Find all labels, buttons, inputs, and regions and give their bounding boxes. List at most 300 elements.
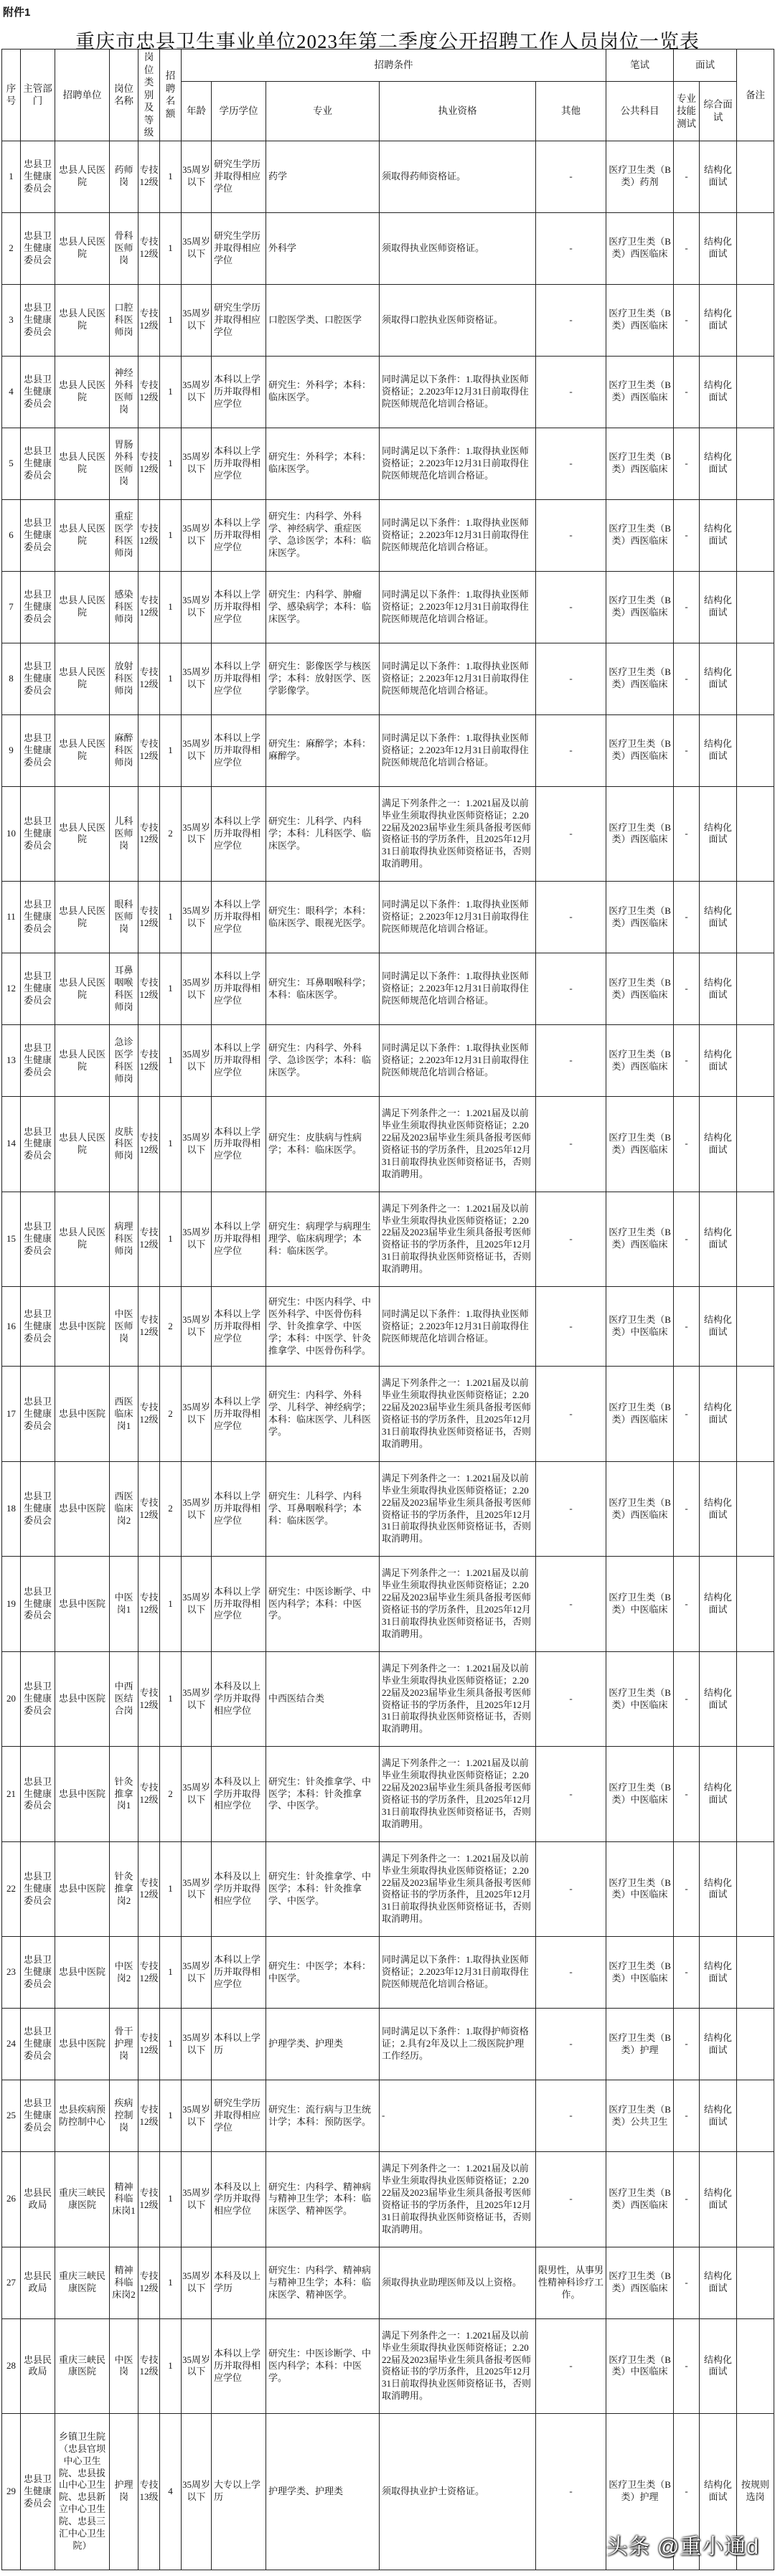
row-category: 专技12级 bbox=[138, 1367, 160, 1461]
row-qualification: 同时满足以下条件：1.取得执业医师资格证；2.2023年12月31日前取得住院医师规范化培训合格证。 bbox=[380, 499, 536, 571]
row-post: 中医岗1 bbox=[110, 1557, 138, 1651]
row-count: 1 bbox=[160, 714, 182, 786]
header-unit: 招聘单位 bbox=[55, 49, 110, 141]
row-public-subject: 医疗卫生类（B类）西医临床 bbox=[606, 714, 674, 786]
row-unit: 忠县中医院 bbox=[55, 2009, 110, 2080]
row-other: - bbox=[536, 882, 606, 953]
row-seq: 17 bbox=[2, 1367, 21, 1461]
row-count: 2 bbox=[160, 1367, 182, 1461]
row-comprehensive-interview: 结构化面试 bbox=[700, 1367, 737, 1461]
row-post: 眼科医师岗 bbox=[110, 882, 138, 953]
row-skill-test: - bbox=[674, 212, 700, 284]
row-post: 西医临床岗1 bbox=[110, 1367, 138, 1461]
row-unit: 忠县中医院 bbox=[55, 1461, 110, 1556]
row-major: 研究生：内科学、精神病与精神卫生学；本科：临床医学、精神医学。 bbox=[266, 2247, 380, 2318]
row-qualification: 满足下列条件之一：1.2021届及以前毕业生须取得执业医师资格证；2.2022届及2023届毕业生须具备报考医师资格证书的学历条件，且2025年12月31日前取得执业医师资格证书，否则取消聘用。 bbox=[380, 1747, 536, 1841]
row-remark bbox=[737, 1747, 774, 1841]
row-education: 本科以上学历并取得相应学位 bbox=[212, 1025, 266, 1097]
row-major: 研究生：皮肤病与性病学；本科：临床医学。 bbox=[266, 1097, 380, 1192]
row-skill-test: - bbox=[674, 356, 700, 428]
row-other: - bbox=[536, 2414, 606, 2570]
row-age: 35周岁以下 bbox=[182, 1367, 212, 1461]
row-major: 口腔医学类、口腔医学 bbox=[266, 284, 380, 356]
row-count: 1 bbox=[160, 1097, 182, 1192]
row-public-subject: 医疗卫生类（B类）中医临床 bbox=[606, 1747, 674, 1841]
row-public-subject: 医疗卫生类（B类）西医临床 bbox=[606, 428, 674, 499]
row-skill-test: - bbox=[674, 1461, 700, 1556]
row-seq: 2 bbox=[2, 212, 21, 284]
row-dept: 忠县民政局 bbox=[21, 2318, 55, 2413]
row-post: 骨干护理岗 bbox=[110, 2009, 138, 2080]
row-category: 专技12级 bbox=[138, 1192, 160, 1286]
row-qualification: 满足下列条件之一：1.2021届及以前毕业生须取得执业医师资格证；2.2022届及2023届毕业生须具备报考医师资格证书的学历条件，且2025年12月31日前取得执业医师资格证书，否则取消聘用。 bbox=[380, 1651, 536, 1746]
row-public-subject: 医疗卫生类（B类）西医临床 bbox=[606, 643, 674, 714]
header-public-subject: 公共科目 bbox=[606, 81, 674, 141]
row-age: 35周岁以下 bbox=[182, 714, 212, 786]
row-post: 麻醉科医师岗 bbox=[110, 714, 138, 786]
row-public-subject: 医疗卫生类（B类）西医临床 bbox=[606, 1461, 674, 1556]
row-qualification: 同时满足以下条件：1.取得执业医师资格证；2.2023年12月31日前取得住院医师规范化培训合格证。 bbox=[380, 356, 536, 428]
row-dept: 忠县卫生健康委员会 bbox=[21, 284, 55, 356]
row-remark: 按规则选岗 bbox=[737, 2414, 774, 2570]
row-count: 4 bbox=[160, 2414, 182, 2570]
row-age: 35周岁以下 bbox=[182, 2080, 212, 2152]
row-major: 研究生：内科学、外科学、神经病学、重症医学、急诊医学；本科：临床医学。 bbox=[266, 499, 380, 571]
watermark-text: 头条 @重小通d bbox=[606, 2535, 759, 2559]
row-major: 中西医结合类 bbox=[266, 1651, 380, 1746]
row-remark bbox=[737, 1097, 774, 1192]
row-dept: 忠县卫生健康委员会 bbox=[21, 1747, 55, 1841]
row-major: 研究生：针灸推拿学、中医学；本科：针灸推拿学、中医学。 bbox=[266, 1747, 380, 1841]
row-post: 护理岗 bbox=[110, 2414, 138, 2570]
row-age: 35周岁以下 bbox=[182, 356, 212, 428]
row-age: 35周岁以下 bbox=[182, 1287, 212, 1367]
row-education: 本科以上学历并取得相应学位 bbox=[212, 1937, 266, 2009]
table-row bbox=[2, 356, 774, 428]
row-seq: 15 bbox=[2, 1192, 21, 1286]
row-remark bbox=[737, 1192, 774, 1286]
row-comprehensive-interview: 结构化面试 bbox=[700, 882, 737, 953]
row-major: 研究生：耳鼻咽喉科学；本科：临床医学。 bbox=[266, 953, 380, 1025]
row-skill-test: - bbox=[674, 1287, 700, 1367]
row-post: 疾病控制岗 bbox=[110, 2080, 138, 2152]
row-skill-test: - bbox=[674, 2152, 700, 2247]
row-unit: 忠县中医院 bbox=[55, 1367, 110, 1461]
row-education: 研究生学历并取得相应学位 bbox=[212, 141, 266, 212]
header-major: 专业 bbox=[266, 81, 380, 141]
row-qualification: 须取得药师资格证。 bbox=[380, 141, 536, 212]
row-unit: 忠县人民医院 bbox=[55, 141, 110, 212]
row-dept: 忠县卫生健康委员会 bbox=[21, 1937, 55, 2009]
row-post: 感染科医师岗 bbox=[110, 571, 138, 643]
row-post: 病理科医师岗 bbox=[110, 1192, 138, 1286]
row-other: - bbox=[536, 2009, 606, 2080]
row-other: - bbox=[536, 1461, 606, 1556]
row-comprehensive-interview: 结构化面试 bbox=[700, 571, 737, 643]
row-other: - bbox=[536, 284, 606, 356]
header-dept: 主管部门 bbox=[21, 49, 55, 141]
row-category: 专技12级 bbox=[138, 2009, 160, 2080]
row-comprehensive-interview: 结构化面试 bbox=[700, 1287, 737, 1367]
row-count: 1 bbox=[160, 356, 182, 428]
row-seq: 29 bbox=[2, 2414, 21, 2570]
row-skill-test: - bbox=[674, 643, 700, 714]
table-row bbox=[2, 1557, 774, 1651]
row-remark bbox=[737, 953, 774, 1025]
row-public-subject: 医疗卫生类（B类）西医临床 bbox=[606, 2247, 674, 2318]
row-public-subject: 医疗卫生类（B类）西医临床 bbox=[606, 499, 674, 571]
row-count: 1 bbox=[160, 571, 182, 643]
row-education: 本科以上学历并取得相应学位 bbox=[212, 571, 266, 643]
row-education: 本科以上学历并取得相应学位 bbox=[212, 1461, 266, 1556]
row-comprehensive-interview: 结构化面试 bbox=[700, 1192, 737, 1286]
row-education: 研究生学历并取得相应学位 bbox=[212, 284, 266, 356]
table-row bbox=[2, 571, 774, 643]
header-age: 年龄 bbox=[182, 81, 212, 141]
row-unit: 忠县人民医院 bbox=[55, 428, 110, 499]
row-seq: 28 bbox=[2, 2318, 21, 2413]
row-unit: 忠县中医院 bbox=[55, 1557, 110, 1651]
row-post: 耳鼻咽喉科医师岗 bbox=[110, 953, 138, 1025]
row-age: 35周岁以下 bbox=[182, 1747, 212, 1841]
row-education: 本科以上学历并取得相应学位 bbox=[212, 1367, 266, 1461]
row-qualification: 满足下列条件之一：1.2021届及以前毕业生须取得执业医师资格证；2.2022届及2023届毕业生须具备报考医师资格证书的学历条件，且2025年12月31日前取得执业医师资格证书，否则取消聘用。 bbox=[380, 786, 536, 881]
row-other: - bbox=[536, 2080, 606, 2152]
row-unit: 忠县中医院 bbox=[55, 1937, 110, 2009]
row-age: 35周岁以下 bbox=[182, 2009, 212, 2080]
row-count: 1 bbox=[160, 1192, 182, 1286]
row-other: - bbox=[536, 499, 606, 571]
row-post: 针灸推拿岗2 bbox=[110, 1841, 138, 1936]
row-remark bbox=[737, 2009, 774, 2080]
row-category: 专技12级 bbox=[138, 428, 160, 499]
row-public-subject: 医疗卫生类（B类）西医临床 bbox=[606, 356, 674, 428]
row-remark bbox=[737, 212, 774, 284]
row-remark bbox=[737, 1461, 774, 1556]
row-other: - bbox=[536, 1557, 606, 1651]
header-skill-test: 专业技能测试 bbox=[674, 81, 700, 141]
row-seq: 24 bbox=[2, 2009, 21, 2080]
row-qualification: 同时满足以下条件：1.取得执业医师资格证；2.2023年12月31日前取得住院医师规范化培训合格证。 bbox=[380, 714, 536, 786]
table-row bbox=[2, 1461, 774, 1556]
row-skill-test: - bbox=[674, 786, 700, 881]
row-public-subject: 医疗卫生类（B类）西医临床 bbox=[606, 2152, 674, 2247]
row-other: - bbox=[536, 1367, 606, 1461]
row-qualification: 满足下列条件之一：1.2021届及以前毕业生须取得执业医师资格证；2.2022届及2023届毕业生须具备报考医师资格证书的学历条件，且2025年12月31日前取得执业医师资格证书，否则取消聘用。 bbox=[380, 1461, 536, 1556]
row-count: 1 bbox=[160, 141, 182, 212]
row-remark bbox=[737, 1287, 774, 1367]
row-post: 精神科临床岗1 bbox=[110, 2152, 138, 2247]
row-education: 本科及以上学历并取得相应学位 bbox=[212, 1747, 266, 1841]
table-row bbox=[2, 1192, 774, 1286]
row-qualification: 同时满足以下条件：1.取得执业医师资格证；2.2023年12月31日前取得住院医师规范化培训合格证。 bbox=[380, 882, 536, 953]
table-row bbox=[2, 643, 774, 714]
table-row bbox=[2, 714, 774, 786]
row-count: 2 bbox=[160, 1747, 182, 1841]
row-major: 研究生：影像医学与核医学；本科：放射医学、医学影像学。 bbox=[266, 643, 380, 714]
row-major: 研究生：眼科学；本科：临床医学、眼视光医学。 bbox=[266, 882, 380, 953]
row-category: 专技12级 bbox=[138, 2152, 160, 2247]
row-major: 研究生：中医学；本科：中医学。 bbox=[266, 1937, 380, 2009]
row-dept: 忠县卫生健康委员会 bbox=[21, 499, 55, 571]
row-qualification: 满足下列条件之一：1.2021届及以前毕业生须取得执业医师资格证；2.2022届及2023届毕业生须具备报考医师资格证书的学历条件，且2025年12月31日前取得执业医师资格证书，否则取消聘用。 bbox=[380, 1097, 536, 1192]
row-other: - bbox=[536, 1097, 606, 1192]
row-post: 精神科临床岗2 bbox=[110, 2247, 138, 2318]
row-seq: 14 bbox=[2, 1097, 21, 1192]
row-public-subject: 医疗卫生类（B类）公共卫生 bbox=[606, 2080, 674, 2152]
row-count: 1 bbox=[160, 428, 182, 499]
row-comprehensive-interview: 结构化面试 bbox=[700, 1651, 737, 1746]
row-count: 1 bbox=[160, 1557, 182, 1651]
table-row bbox=[2, 2318, 774, 2413]
row-remark bbox=[737, 786, 774, 881]
row-education: 本科以上学历并取得相应学位 bbox=[212, 1192, 266, 1286]
row-post: 中医岗2 bbox=[110, 1937, 138, 2009]
row-seq: 12 bbox=[2, 953, 21, 1025]
row-qualification: 满足下列条件之一：1.2021届及以前毕业生须取得执业医师资格证；2.2022届及2023届毕业生须具备报考医师资格证书的学历条件，且2025年12月31日前取得执业医师资格证书，否则取消聘用。 bbox=[380, 2318, 536, 2413]
header-count: 招聘名额 bbox=[160, 49, 182, 141]
row-major: 研究生：儿科学、内科学；本科：儿科医学、临床医学。 bbox=[266, 786, 380, 881]
row-dept: 忠县卫生健康委员会 bbox=[21, 882, 55, 953]
row-education: 大专以上学历 bbox=[212, 2414, 266, 2570]
row-unit: 忠县中医院 bbox=[55, 1747, 110, 1841]
row-major: 研究生：内科学、外科学、儿科学、神经病学；本科：临床医学、儿科医学。 bbox=[266, 1367, 380, 1461]
row-remark bbox=[737, 141, 774, 212]
row-major: 研究生：麻醉学；本科：麻醉学。 bbox=[266, 714, 380, 786]
row-major: 护理学类、护理类 bbox=[266, 2009, 380, 2080]
table-row bbox=[2, 786, 774, 881]
row-age: 35周岁以下 bbox=[182, 1937, 212, 2009]
row-other: - bbox=[536, 643, 606, 714]
row-dept: 忠县民政局 bbox=[21, 2247, 55, 2318]
row-education: 本科以上学历并取得相应学位 bbox=[212, 1557, 266, 1651]
row-skill-test: - bbox=[674, 428, 700, 499]
row-age: 35周岁以下 bbox=[182, 643, 212, 714]
row-age: 35周岁以下 bbox=[182, 1025, 212, 1097]
header-comprehensive-interview: 综合面试 bbox=[700, 81, 737, 141]
row-comprehensive-interview: 结构化面试 bbox=[700, 1747, 737, 1841]
row-seq: 25 bbox=[2, 2080, 21, 2152]
row-comprehensive-interview: 结构化面试 bbox=[700, 1557, 737, 1651]
row-skill-test: - bbox=[674, 1367, 700, 1461]
row-age: 35周岁以下 bbox=[182, 2414, 212, 2570]
row-category: 专技12级 bbox=[138, 499, 160, 571]
row-count: 1 bbox=[160, 953, 182, 1025]
table-row bbox=[2, 953, 774, 1025]
row-seq: 5 bbox=[2, 428, 21, 499]
row-qualification: 同时满足以下条件：1.取得执业医师资格证；2.2023年12月31日前取得住院医师规范化培训合格证。 bbox=[380, 1287, 536, 1367]
row-other: - bbox=[536, 2318, 606, 2413]
row-public-subject: 医疗卫生类（B类）中医临床 bbox=[606, 2318, 674, 2413]
row-post: 儿科医师岗 bbox=[110, 786, 138, 881]
row-seq: 27 bbox=[2, 2247, 21, 2318]
row-qualification: - bbox=[380, 2080, 536, 2152]
row-post: 胃肠外科医师岗 bbox=[110, 428, 138, 499]
row-comprehensive-interview: 结构化面试 bbox=[700, 2318, 737, 2413]
row-post: 放射科医师岗 bbox=[110, 643, 138, 714]
row-seq: 23 bbox=[2, 1937, 21, 2009]
row-dept: 忠县卫生健康委员会 bbox=[21, 2414, 55, 2570]
row-major: 研究生：中医诊断学、中医内科学；本科：中医学。 bbox=[266, 1557, 380, 1651]
row-unit: 忠县人民医院 bbox=[55, 1025, 110, 1097]
row-count: 1 bbox=[160, 284, 182, 356]
row-category: 专技12级 bbox=[138, 2080, 160, 2152]
row-qualification: 满足下列条件之一：1.2021届及以前毕业生须取得执业医师资格证；2.2022届及2023届毕业生须具备报考医师资格证书的学历条件，且2025年12月31日前取得执业医师资格证书，否则取消聘用。 bbox=[380, 1192, 536, 1286]
row-category: 专技12级 bbox=[138, 1461, 160, 1556]
row-qualification: 须取得执业护士资格证。 bbox=[380, 2414, 536, 2570]
row-remark bbox=[737, 284, 774, 356]
header-remarks: 备注 bbox=[737, 49, 774, 141]
row-unit: 重庆三峡民康医院 bbox=[55, 2152, 110, 2247]
row-seq: 18 bbox=[2, 1461, 21, 1556]
row-remark bbox=[737, 571, 774, 643]
row-seq: 19 bbox=[2, 1557, 21, 1651]
row-comprehensive-interview: 结构化面试 bbox=[700, 1097, 737, 1192]
row-education: 本科及以上学历并取得相应学位 bbox=[212, 1651, 266, 1746]
table-row bbox=[2, 284, 774, 356]
row-education: 本科以上学历并取得相应学位 bbox=[212, 882, 266, 953]
row-skill-test: - bbox=[674, 953, 700, 1025]
row-public-subject: 医疗卫生类（B类）中医临床 bbox=[606, 1841, 674, 1936]
header-interview: 面试 bbox=[674, 49, 737, 82]
row-seq: 9 bbox=[2, 714, 21, 786]
row-public-subject: 医疗卫生类（B类）中医临床 bbox=[606, 1287, 674, 1367]
row-remark bbox=[737, 2152, 774, 2247]
row-category: 专技12级 bbox=[138, 1651, 160, 1746]
row-remark bbox=[737, 2318, 774, 2413]
row-education: 本科以上学历并取得相应学位 bbox=[212, 499, 266, 571]
row-post: 重症医学科医师岗 bbox=[110, 499, 138, 571]
header-other: 其他 bbox=[536, 81, 606, 141]
row-unit: 忠县人民医院 bbox=[55, 284, 110, 356]
row-remark bbox=[737, 2080, 774, 2152]
row-unit: 忠县人民医院 bbox=[55, 356, 110, 428]
row-skill-test: - bbox=[674, 1557, 700, 1651]
row-unit: 忠县人民医院 bbox=[55, 1192, 110, 1286]
row-age: 35周岁以下 bbox=[182, 1651, 212, 1746]
row-dept: 忠县卫生健康委员会 bbox=[21, 1367, 55, 1461]
row-post: 针灸推拿岗1 bbox=[110, 1747, 138, 1841]
row-education: 本科以上学历并取得相应学位 bbox=[212, 428, 266, 499]
row-comprehensive-interview: 结构化面试 bbox=[700, 356, 737, 428]
table-row bbox=[2, 2009, 774, 2080]
row-count: 2 bbox=[160, 1287, 182, 1367]
row-count: 1 bbox=[160, 1025, 182, 1097]
row-major: 药学 bbox=[266, 141, 380, 212]
row-qualification: 满足下列条件之一：1.2021届及以前毕业生须取得执业医师资格证；2.2022届及2023届毕业生须具备报考医师资格证书的学历条件，且2025年12月31日前取得执业医师资格证书，否则取消聘用。 bbox=[380, 1557, 536, 1651]
row-skill-test: - bbox=[674, 1097, 700, 1192]
row-comprehensive-interview: 结构化面试 bbox=[700, 1937, 737, 2009]
row-education: 本科以上学历并取得相应学位 bbox=[212, 714, 266, 786]
row-post: 骨科医师岗 bbox=[110, 212, 138, 284]
row-public-subject: 医疗卫生类（B类）西医临床 bbox=[606, 786, 674, 881]
row-other: - bbox=[536, 953, 606, 1025]
table-row bbox=[2, 1841, 774, 1936]
row-dept: 忠县卫生健康委员会 bbox=[21, 428, 55, 499]
row-major: 研究生：病理学与病理生理学、临床病理学；本科：临床医学。 bbox=[266, 1192, 380, 1286]
row-age: 35周岁以下 bbox=[182, 284, 212, 356]
row-other: - bbox=[536, 1025, 606, 1097]
table-row bbox=[2, 2152, 774, 2247]
row-unit: 忠县中医院 bbox=[55, 1287, 110, 1367]
table-row bbox=[2, 141, 774, 212]
row-unit: 乡镇卫生院（忠县官坝中心卫生院、忠县拔山中心卫生院、忠县新立中心卫生院、忠县三汇中心卫生院） bbox=[55, 2414, 110, 2570]
row-post: 中西医结合岗 bbox=[110, 1651, 138, 1746]
row-comprehensive-interview: 结构化面试 bbox=[700, 953, 737, 1025]
row-category: 专技12级 bbox=[138, 2318, 160, 2413]
row-age: 35周岁以下 bbox=[182, 953, 212, 1025]
row-public-subject: 医疗卫生类（B类）中医临床 bbox=[606, 1557, 674, 1651]
row-remark bbox=[737, 2247, 774, 2318]
row-seq: 26 bbox=[2, 2152, 21, 2247]
row-dept: 忠县卫生健康委员会 bbox=[21, 2080, 55, 2152]
header-qualification: 执业资格 bbox=[380, 81, 536, 141]
row-skill-test: - bbox=[674, 141, 700, 212]
row-age: 35周岁以下 bbox=[182, 141, 212, 212]
row-qualification: 同时满足以下条件：1.取得执业医师资格证；2.2023年12月31日前取得住院医师规范化培训合格证。 bbox=[380, 643, 536, 714]
row-skill-test: - bbox=[674, 1651, 700, 1746]
row-category: 专技12级 bbox=[138, 1841, 160, 1936]
row-count: 1 bbox=[160, 1937, 182, 2009]
row-major: 研究生：内科学、肿瘤学、感染病学；本科：临床医学。 bbox=[266, 571, 380, 643]
row-category: 专技12级 bbox=[138, 1937, 160, 2009]
row-other: - bbox=[536, 786, 606, 881]
row-dept: 忠县卫生健康委员会 bbox=[21, 1461, 55, 1556]
row-other: - bbox=[536, 1747, 606, 1841]
row-education: 研究生学历并取得相应学位 bbox=[212, 212, 266, 284]
row-qualification: 满足下列条件之一：1.2021届及以前毕业生须取得执业医师资格证；2.2022届及2023届毕业生须具备报考医师资格证书的学历条件，且2025年12月31日前取得执业医师资格证书，否则取消聘用。 bbox=[380, 2152, 536, 2247]
row-comprehensive-interview: 结构化面试 bbox=[700, 2009, 737, 2080]
row-public-subject: 医疗卫生类（B类）护理 bbox=[606, 2009, 674, 2080]
row-major: 研究生：外科学；本科：临床医学。 bbox=[266, 356, 380, 428]
row-seq: 20 bbox=[2, 1651, 21, 1746]
row-dept: 忠县卫生健康委员会 bbox=[21, 212, 55, 284]
row-post: 口腔科医师岗 bbox=[110, 284, 138, 356]
row-qualification: 同时满足以下条件：1.取得执业医师资格证；2.2023年12月31日前取得住院医师规范化培训合格证。 bbox=[380, 571, 536, 643]
row-comprehensive-interview: 结构化面试 bbox=[700, 2414, 737, 2570]
row-category: 专技12级 bbox=[138, 212, 160, 284]
row-category: 专技12级 bbox=[138, 2247, 160, 2318]
row-dept: 忠县卫生健康委员会 bbox=[21, 356, 55, 428]
row-age: 35周岁以下 bbox=[182, 428, 212, 499]
row-comprehensive-interview: 结构化面试 bbox=[700, 2247, 737, 2318]
row-public-subject: 医疗卫生类（B类）护理 bbox=[606, 2414, 674, 2570]
row-major: 研究生：内科学、精神病与精神卫生学；本科：临床医学、精神医学。 bbox=[266, 2152, 380, 2247]
row-skill-test: - bbox=[674, 2414, 700, 2570]
row-count: 1 bbox=[160, 2318, 182, 2413]
row-comprehensive-interview: 结构化面试 bbox=[700, 284, 737, 356]
row-remark bbox=[737, 882, 774, 953]
row-category: 专技13级 bbox=[138, 2414, 160, 2570]
row-comprehensive-interview: 结构化面试 bbox=[700, 1461, 737, 1556]
row-dept: 忠县卫生健康委员会 bbox=[21, 1192, 55, 1286]
row-age: 35周岁以下 bbox=[182, 1192, 212, 1286]
row-post: 药师岗 bbox=[110, 141, 138, 212]
row-seq: 16 bbox=[2, 1287, 21, 1367]
row-unit: 忠县人民医院 bbox=[55, 212, 110, 284]
row-unit: 忠县人民医院 bbox=[55, 882, 110, 953]
row-dept: 忠县卫生健康委员会 bbox=[21, 714, 55, 786]
table-row bbox=[2, 1025, 774, 1097]
row-qualification: 同时满足以下条件：1.取得执业医师资格证；2.2023年12月31日前取得住院医师规范化培训合格证。 bbox=[380, 1937, 536, 2009]
row-public-subject: 医疗卫生类（B类）中医临床 bbox=[606, 1937, 674, 2009]
row-public-subject: 医疗卫生类（B类）药剂 bbox=[606, 141, 674, 212]
row-education: 本科以上学历并取得相应学位 bbox=[212, 1097, 266, 1192]
row-age: 35周岁以下 bbox=[182, 212, 212, 284]
row-dept: 忠县卫生健康委员会 bbox=[21, 1651, 55, 1746]
row-seq: 22 bbox=[2, 1841, 21, 1936]
table-row bbox=[2, 2247, 774, 2318]
